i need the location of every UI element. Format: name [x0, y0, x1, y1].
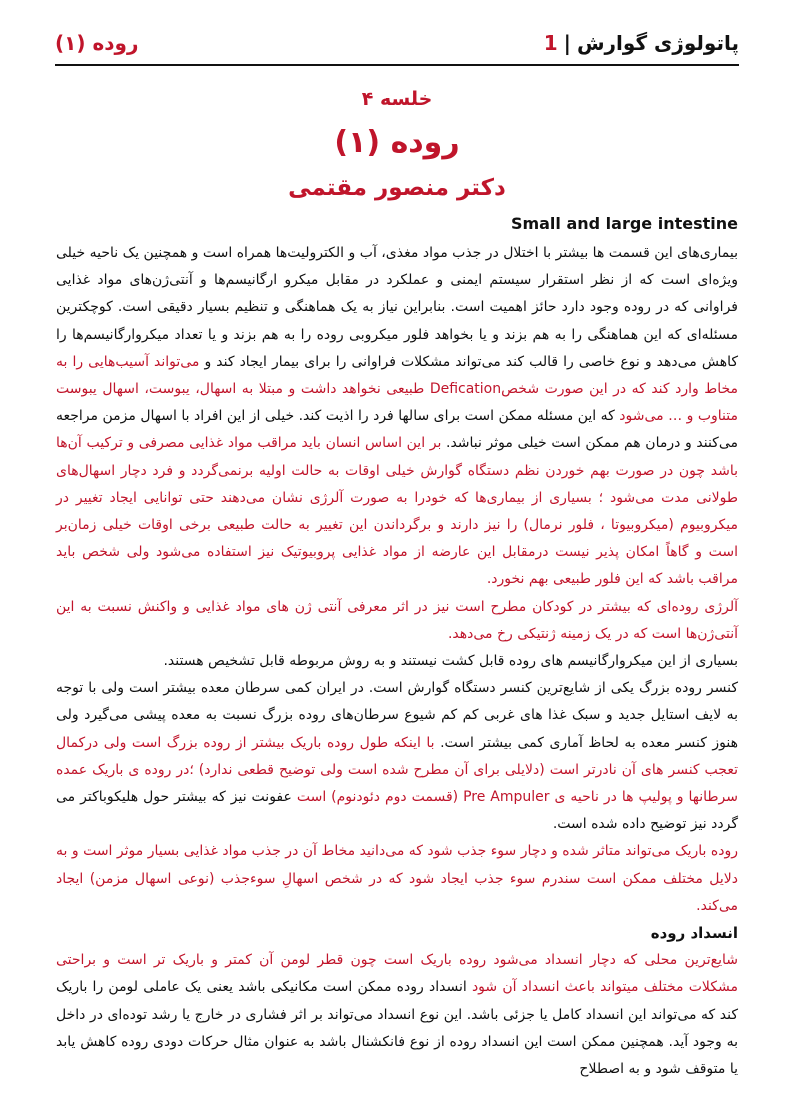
header-rule: [55, 64, 739, 66]
p1-highlight-2: طبیعی نخواهد داشت و مبتلا به اسهال، یبوست، اسهال یبوست متناوب و … می‌شود: [56, 381, 738, 425]
p1-text-a: بیماری‌های این قسمت ها بیشتر با اختلال در جذب مواد مغذی، آب و الکترولیت‌ها همراه است و همچنین یک ناحیه خیلی ویژه‌ای است که از نظر استقرار سیستم ایمنی و عملکرد در مقابل میکرو ارگانیسم‌ها و آنتی‌ژن‌های مواد غذایی فراوانی که در روده وجود دارد حائز اهمیت است. بنابراین نیاز به یک هماهنگی و تنظیم بسیار دقیقی است. کوچکترین مسئله‌ای که این هماهنگی را به هم بزند و یا بخواهد فلور میکروبی روده را به هم بزند و یا تعداد میکروارگانیسم‌ها را کاهش می‌دهد و نوع خاصی را قالب کند می‌تواند مشکلات فراوانی را برای بیمار ایجاد کند و: [56, 245, 739, 370]
p4-term-en: Pre Ampuler: [463, 789, 550, 806]
p1-text-b: که این مسئله ممکن است برای سالها فرد را اذیت کند. خیلی از این افراد با اسهال مزمن مراجعه می‌کنند و درمان هم ممکن است خیلی موثر نباشد.: [56, 408, 739, 452]
p4-text-a: کنسر روده بزرگ یکی از شایع‌ترین کنسر دستگاه گوارش است. در ایران کمی سرطان معده بیشتر است ولی با توجه به لایف استایل جدید و سبک غذا های غربی کم کم شیوع سرطان‌های روده بزرگ نسبت به معده پیشی می‌گیرد ولی هنوز کنسر معده به لحاظ آماری کمی بیشتر است.: [56, 680, 738, 751]
page-header: [55, 24, 739, 62]
body-text: [56, 240, 738, 1083]
section-title-en: Small and large intestine: [510, 214, 738, 233]
p1-highlight: می‌تواند آسیب‌هایی را به مخاط وارد کند که در این صورت شخص: [56, 353, 738, 398]
author-name: دکتر منصور مقتمی: [288, 175, 506, 201]
p6-text: انسداد روده ممکن است مکانیکی باشد یعنی یک عاملی لومن را باریک کند که می‌تواند این انسداد کامل یا جزئی باشد. این نوع انسداد می‌تواند بر اثر فشاری در خارج یا رشد توده‌ای در داخل به وجود آید. همچنین ممکن است این انسداد روده از نوع فانکشنال باشد به عنوان مثال حرکات دودی روده کاهش یابد یا متوقف شود و به اصطلاح: [56, 979, 738, 1078]
paragraph-4: [56, 675, 738, 838]
running-title: [544, 31, 739, 55]
page-number: 1: [543, 31, 558, 55]
paragraph-2: آلرژی روده‌ای که بیشتر در کودکان مطرح است نیز در اثر معرفی آنتی ژن های مواد غذایی و واکنش نسبت به این آنتی‌ژن‌ها است که در یک زمینه ژنتیکی رخ می‌دهد.: [56, 598, 738, 642]
p4-text-b: عفونت نیز که بیشتر حول هلیکوباکتر می گردد نیز توضیح داده شده است.: [56, 789, 738, 833]
book-title: پاتولوژی گوارش: [576, 31, 739, 55]
paragraph-6: [56, 947, 738, 1083]
header-separator: |: [563, 31, 571, 55]
p1-term-en: Defication: [429, 381, 502, 398]
section-heading: انسداد روده: [650, 924, 738, 943]
p4-highlight-2: (قسمت دوم دئودنوم) است: [296, 789, 464, 806]
chapter-title: روده (۱): [55, 31, 139, 55]
paragraph-3: بسیاری از این میکروارگانیسم های روده قابل کشت نیستند و به روش مربوطه قابل تشخیص هستند.: [163, 653, 738, 670]
topic-title: روده (۱): [334, 125, 460, 160]
paragraph-5: روده باریک می‌تواند متاثر شده و دچار سوء جذب شود که می‌دانید مخاط آن در جذب مواد غذایی بسیار موثر است و به دلایل مختلف ممکن است سندرم سوء جذب ایجاد شود که در شخص اسهالِ سوءجذب (نوعی اسهال مزمن) ایجاد می‌کند.: [56, 843, 738, 914]
p6-highlight: شایع‌ترین محلی که دچار انسداد می‌شود روده باریک است چون قطر لومن آن کمتر و باریک تر است و براحتی مشکلات مختلف میتواند باعث انسداد آن شود: [56, 952, 738, 996]
session-title: خلسه ۴: [361, 88, 433, 110]
p1-highlight-3: بر این اساس انسان باید مراقب مواد غذایی مصرفی و ترکیب آن‌ها باشد چون در صورت بهم خوردن نظم دستگاه گوارش خیلی اوقات به حالت اولیه برنمی‌گردد و فرد دچار اسهال‌های طولانی مدت می‌شود ؛ بسیاری از بیماری‌ها که خودرا به صورت آلرژی نشان می‌دهند حتی توانایی ایجاد تغییر در میکروبیوم (میکروبیوتا ، فلور نرمال) را نیز دارند و برگرداندن این تغییر به حالت طبیعی برخی اوقات خیلی زمان‌بر است و گاهاً امکان پذیر نیست درمقابل این عارضه از مواد غذایی پروبیوتیک نیز استفاده می‌شود ولی شخص باید مراقب باشد که این فلور طبیعی بهم نخورد.: [56, 435, 738, 588]
paragraph-1: [56, 240, 738, 594]
p4-highlight: با اینکه طول روده باریک بیشتر از روده بزرگ است ولی درکمال تعجب کنسر های آن نادرتر است (دلایلی برای آن مطرح شده است ولی توضیح قطعی ندارد) ؛در روده ی باریک عمده سرطانها و پولیپ ها در ناحیه ی: [56, 734, 739, 806]
